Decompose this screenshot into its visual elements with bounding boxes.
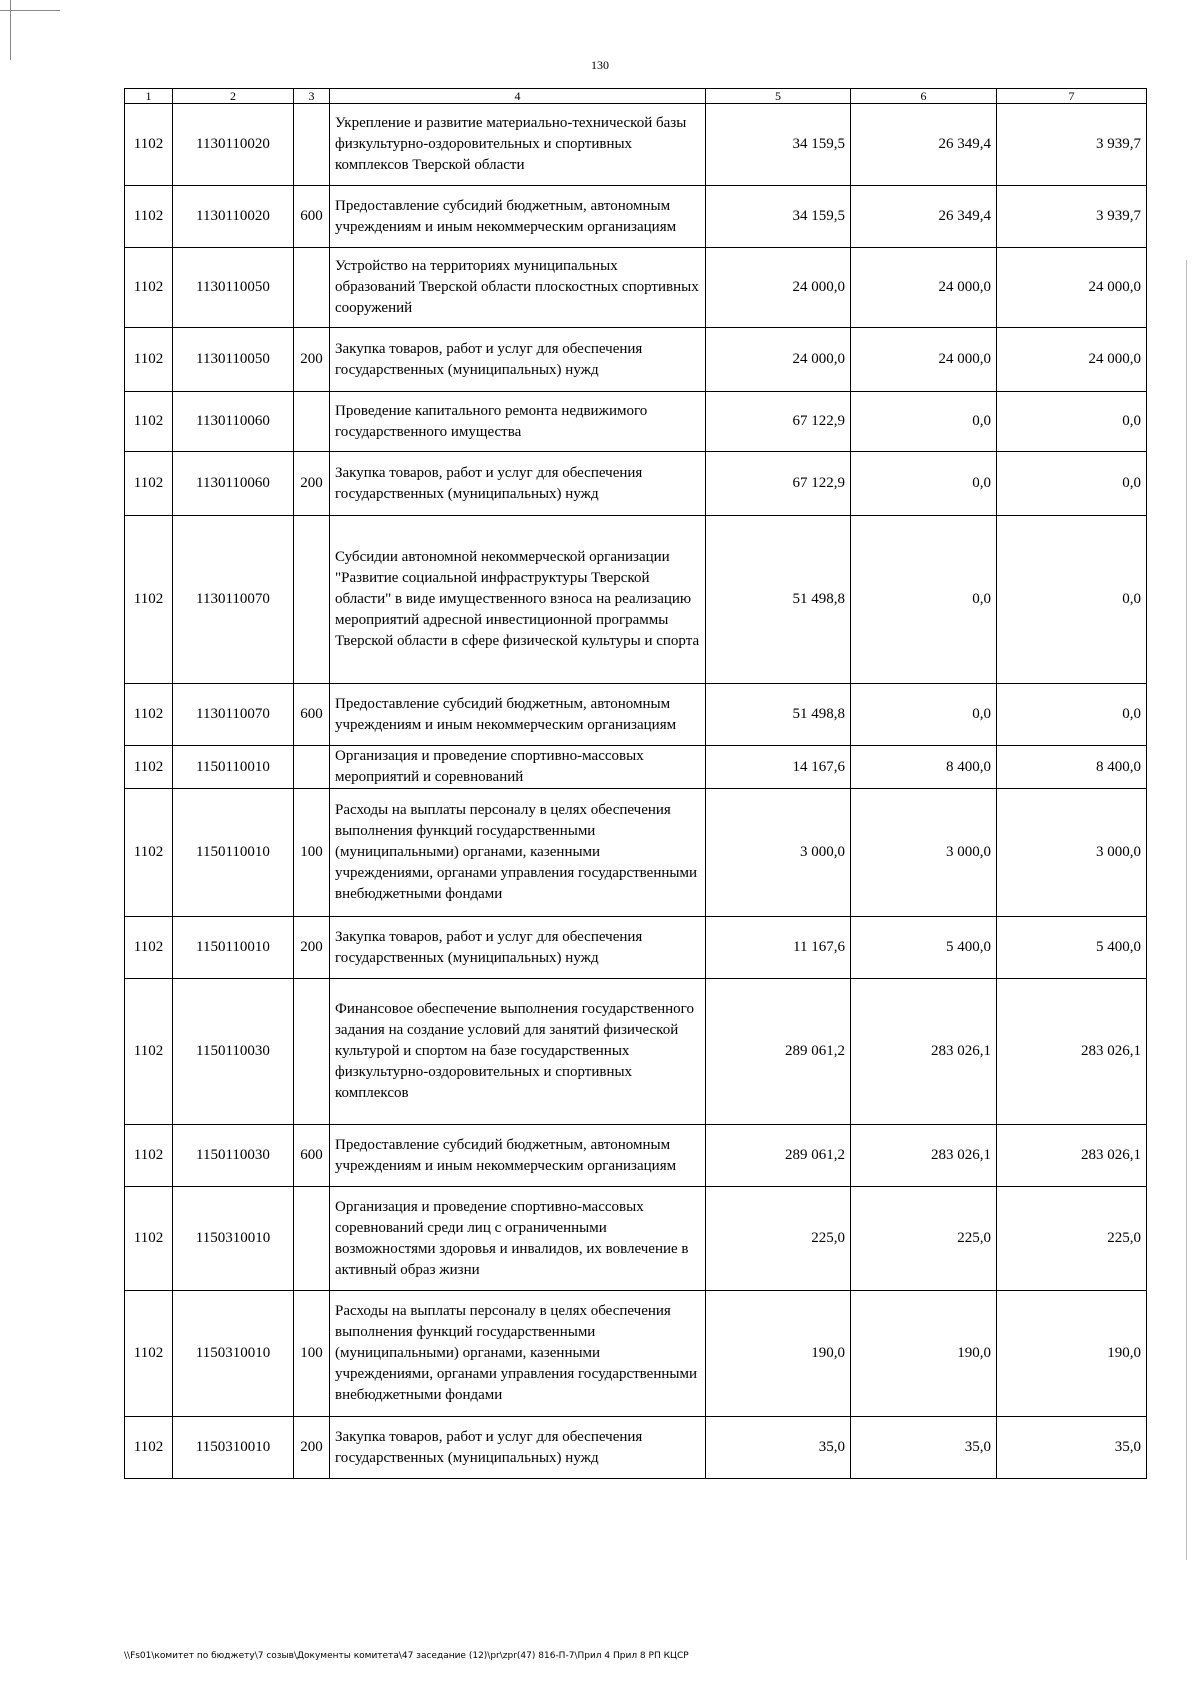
section-code-cell: 1102 [125, 392, 173, 452]
expense-type-cell [294, 1187, 330, 1291]
amount-year-1-cell: 34 159,5 [706, 104, 851, 186]
amount-year-1-cell: 67 122,9 [706, 392, 851, 452]
amount-year-2-cell: 0,0 [851, 392, 997, 452]
expense-type-cell [294, 248, 330, 328]
amount-year-2-cell: 0,0 [851, 684, 997, 746]
amount-year-2-cell: 3 000,0 [851, 789, 997, 917]
expense-type-cell [294, 979, 330, 1125]
amount-year-1-cell: 11 167,6 [706, 917, 851, 979]
amount-year-3-cell: 24 000,0 [997, 328, 1147, 392]
amount-year-1-cell: 225,0 [706, 1187, 851, 1291]
amount-year-1-cell: 3 000,0 [706, 789, 851, 917]
column-number-7: 7 [997, 89, 1147, 104]
amount-year-2-cell: 283 026,1 [851, 1125, 997, 1187]
column-number-3: 3 [294, 89, 330, 104]
amount-year-1-cell: 67 122,9 [706, 452, 851, 516]
table-row [125, 392, 1147, 452]
amount-year-2-cell: 0,0 [851, 452, 997, 516]
amount-year-2-cell: 0,0 [851, 516, 997, 684]
table-body [125, 104, 1147, 1479]
expense-type-cell: 200 [294, 452, 330, 516]
expense-type-cell [294, 392, 330, 452]
amount-year-3-cell: 225,0 [997, 1187, 1147, 1291]
section-code-cell: 1102 [125, 248, 173, 328]
description-cell: Предоставление субсидий бюджетным, автономным учреждениям и иным некоммерческим организациям [330, 186, 706, 248]
scan-edge-left [10, 0, 11, 60]
target-article-cell: 1150110010 [173, 746, 294, 789]
column-number-5: 5 [706, 89, 851, 104]
expense-type-cell [294, 746, 330, 789]
amount-year-3-cell: 8 400,0 [997, 746, 1147, 789]
table-row [125, 452, 1147, 516]
amount-year-2-cell: 190,0 [851, 1291, 997, 1417]
target-article-cell: 1150110010 [173, 789, 294, 917]
description-cell: Организация и проведение спортивно-массовых мероприятий и соревнований [330, 746, 706, 789]
description-cell: Закупка товаров, работ и услуг для обеспечения государственных (муниципальных) нужд [330, 328, 706, 392]
table-row [125, 328, 1147, 392]
target-article-cell: 1150110010 [173, 917, 294, 979]
table-row [125, 979, 1147, 1125]
description-cell: Проведение капитального ремонта недвижимого государственного имущества [330, 392, 706, 452]
amount-year-1-cell: 289 061,2 [706, 1125, 851, 1187]
amount-year-3-cell: 0,0 [997, 452, 1147, 516]
expense-type-cell: 600 [294, 684, 330, 746]
table-row [125, 248, 1147, 328]
amount-year-1-cell: 35,0 [706, 1417, 851, 1479]
section-code-cell: 1102 [125, 186, 173, 248]
target-article-cell: 1130110070 [173, 516, 294, 684]
section-code-cell: 1102 [125, 1187, 173, 1291]
description-cell: Субсидии автономной некоммерческой организации "Развитие социальной инфраструктуры Тверской области" в виде имущественного взноса на реализацию мероприятий адресной инвестиционной программы Тверской области в сфере физической культуры и спорта [330, 516, 706, 684]
section-code-cell: 1102 [125, 452, 173, 516]
expense-type-cell: 600 [294, 186, 330, 248]
amount-year-1-cell: 34 159,5 [706, 186, 851, 248]
column-number-2: 2 [173, 89, 294, 104]
section-code-cell: 1102 [125, 1125, 173, 1187]
amount-year-1-cell: 289 061,2 [706, 979, 851, 1125]
amount-year-3-cell: 0,0 [997, 392, 1147, 452]
section-code-cell: 1102 [125, 1291, 173, 1417]
amount-year-2-cell: 26 349,4 [851, 186, 997, 248]
amount-year-2-cell: 283 026,1 [851, 979, 997, 1125]
table-row [125, 516, 1147, 684]
table-row [125, 1417, 1147, 1479]
amount-year-2-cell: 8 400,0 [851, 746, 997, 789]
expense-type-cell: 600 [294, 1125, 330, 1187]
description-cell: Укрепление и развитие материально-технической базы физкультурно-оздоровительных и спортивных комплексов Тверской области [330, 104, 706, 186]
amount-year-1-cell: 51 498,8 [706, 684, 851, 746]
expense-type-cell [294, 104, 330, 186]
amount-year-2-cell: 26 349,4 [851, 104, 997, 186]
amount-year-3-cell: 5 400,0 [997, 917, 1147, 979]
column-number-4: 4 [330, 89, 706, 104]
page-number: 130 [591, 58, 609, 72]
target-article-cell: 1130110060 [173, 392, 294, 452]
section-code-cell: 1102 [125, 104, 173, 186]
amount-year-1-cell: 24 000,0 [706, 248, 851, 328]
target-article-cell: 1130110070 [173, 684, 294, 746]
expense-type-cell: 200 [294, 1417, 330, 1479]
section-code-cell: 1102 [125, 1417, 173, 1479]
amount-year-3-cell: 0,0 [997, 684, 1147, 746]
description-cell: Расходы на выплаты персоналу в целях обеспечения выполнения функций государственными (муниципальными) органами, казенными учреждениями, органами управления государственными внебюджетными фондами [330, 1291, 706, 1417]
description-cell: Закупка товаров, работ и услуг для обеспечения государственных (муниципальных) нужд [330, 452, 706, 516]
amount-year-2-cell: 225,0 [851, 1187, 997, 1291]
amount-year-2-cell: 5 400,0 [851, 917, 997, 979]
budget-table [124, 88, 1147, 1479]
section-code-cell: 1102 [125, 917, 173, 979]
amount-year-3-cell: 3 000,0 [997, 789, 1147, 917]
expense-type-cell [294, 516, 330, 684]
description-cell: Расходы на выплаты персоналу в целях обеспечения выполнения функций государственными (муниципальными) органами, казенными учреждениями, органами управления государственными внебюджетными фондами [330, 789, 706, 917]
amount-year-2-cell: 24 000,0 [851, 328, 997, 392]
expense-type-cell: 200 [294, 328, 330, 392]
table-row [125, 1291, 1147, 1417]
column-number-6: 6 [851, 89, 997, 104]
target-article-cell: 1130110050 [173, 328, 294, 392]
section-code-cell: 1102 [125, 789, 173, 917]
target-article-cell: 1130110050 [173, 248, 294, 328]
section-code-cell: 1102 [125, 516, 173, 684]
amount-year-2-cell: 35,0 [851, 1417, 997, 1479]
amount-year-3-cell: 24 000,0 [997, 248, 1147, 328]
section-code-cell: 1102 [125, 746, 173, 789]
column-number-1: 1 [125, 89, 173, 104]
description-cell: Устройство на территориях муниципальных образований Тверской области плоскостных спортивных сооружений [330, 248, 706, 328]
target-article-cell: 1150310010 [173, 1417, 294, 1479]
amount-year-3-cell: 190,0 [997, 1291, 1147, 1417]
file-path-footer: \\Fs01\комитет по бюджету\7 созыв\Документы комитета\47 заседание (12)\pr\zpr(47) 816-П-7\Прил 4 Прил 8 РП КЦСР [124, 1651, 689, 1661]
table-row [125, 1125, 1147, 1187]
expense-type-cell: 200 [294, 917, 330, 979]
scan-edge-top [0, 10, 60, 11]
description-cell: Организация и проведение спортивно-массовых соревнований среди лиц с ограниченными возможностями здоровья и инвалидов, их вовлечение в активный образ жизни [330, 1187, 706, 1291]
amount-year-3-cell: 283 026,1 [997, 979, 1147, 1125]
section-code-cell: 1102 [125, 684, 173, 746]
target-article-cell: 1150310010 [173, 1291, 294, 1417]
table-row [125, 186, 1147, 248]
table-row [125, 684, 1147, 746]
target-article-cell: 1130110060 [173, 452, 294, 516]
amount-year-3-cell: 3 939,7 [997, 104, 1147, 186]
column-number-row [125, 89, 1147, 104]
section-code-cell: 1102 [125, 328, 173, 392]
target-article-cell: 1150310010 [173, 1187, 294, 1291]
target-article-cell: 1150110030 [173, 1125, 294, 1187]
expense-type-cell: 100 [294, 789, 330, 917]
description-cell: Предоставление субсидий бюджетным, автономным учреждениям и иным некоммерческим организациям [330, 1125, 706, 1187]
amount-year-3-cell: 3 939,7 [997, 186, 1147, 248]
amount-year-2-cell: 24 000,0 [851, 248, 997, 328]
amount-year-1-cell: 14 167,6 [706, 746, 851, 789]
description-cell: Закупка товаров, работ и услуг для обеспечения государственных (муниципальных) нужд [330, 917, 706, 979]
table-row [125, 789, 1147, 917]
amount-year-1-cell: 190,0 [706, 1291, 851, 1417]
scan-edge-right [1186, 260, 1187, 1560]
table-row [125, 104, 1147, 186]
table-row [125, 746, 1147, 789]
description-cell: Закупка товаров, работ и услуг для обеспечения государственных (муниципальных) нужд [330, 1417, 706, 1479]
description-cell: Финансовое обеспечение выполнения государственного задания на создание условий для занятий физической культурой и спортом на базе государственных физкультурно-оздоровительных и спортивных комплексов [330, 979, 706, 1125]
expense-type-cell: 100 [294, 1291, 330, 1417]
target-article-cell: 1150110030 [173, 979, 294, 1125]
target-article-cell: 1130110020 [173, 104, 294, 186]
table-row [125, 917, 1147, 979]
amount-year-3-cell: 0,0 [997, 516, 1147, 684]
amount-year-1-cell: 24 000,0 [706, 328, 851, 392]
target-article-cell: 1130110020 [173, 186, 294, 248]
amount-year-3-cell: 35,0 [997, 1417, 1147, 1479]
amount-year-1-cell: 51 498,8 [706, 516, 851, 684]
section-code-cell: 1102 [125, 979, 173, 1125]
description-cell: Предоставление субсидий бюджетным, автономным учреждениям и иным некоммерческим организациям [330, 684, 706, 746]
table-row [125, 1187, 1147, 1291]
amount-year-3-cell: 283 026,1 [997, 1125, 1147, 1187]
